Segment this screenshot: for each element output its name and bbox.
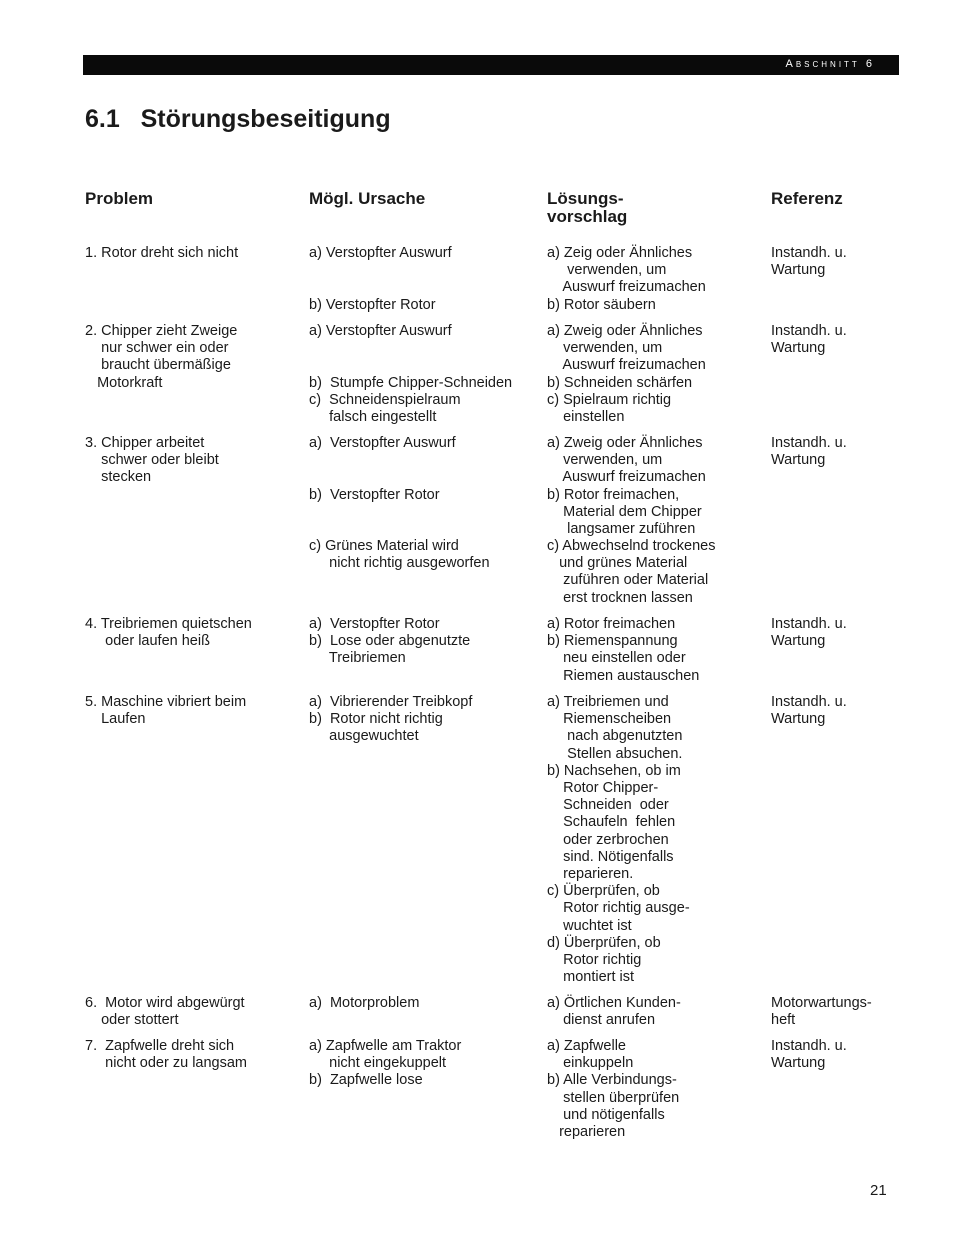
reference-cell: Instandh. u. Wartung xyxy=(771,1038,847,1072)
column-header-problem: Problem xyxy=(85,189,154,208)
solution-cell: b) Rotor säubern xyxy=(547,297,656,313)
solution-cell: a) Örtlichen Kunden- dienst anrufen xyxy=(547,995,681,1029)
reference-cell: Instandh. u. Wartung xyxy=(771,616,847,650)
solution-cell: a) Rotor freimachen b) Riemenspannung neu einstellen oder Riemen austauschen xyxy=(547,616,700,684)
cause-cell: b) Verstopfter Rotor xyxy=(309,297,436,313)
reference-cell: Motorwartungs- heft xyxy=(771,995,872,1029)
problem-cell: 3. Chipper arbeitet schwer oder bleibt stecken xyxy=(85,435,219,486)
cause-cell: c) Grünes Material wird nicht richtig ausgeworfen xyxy=(309,538,490,572)
solution-cell: b) Schneiden schärfen c) Spielraum richtig einstellen xyxy=(547,375,693,426)
cause-cell: b) Stumpfe Chipper-Schneiden c) Schneidenspielraum falsch eingestellt xyxy=(309,375,513,426)
page-number: 21 xyxy=(870,1182,887,1199)
page-title: 6.1 Störungsbeseitigung xyxy=(85,105,391,133)
solution-cell: a) Treibriemen und Riemenscheiben nach abgenutzten Stellen absuchen. b) Nachsehen, ob im Rotor Chipper- Schneiden oder Schaufeln fehlen oder zerbrochen sind. Nötigenfalls reparieren. c) Überprüfen, ob Rotor richtig ausge- wuchtet ist d) Überprüfen, ob Rotor richtig montiert ist xyxy=(547,694,690,986)
reference-cell: Instandh. u. Wartung xyxy=(771,245,847,279)
problem-cell: 7. Zapfwelle dreht sich nicht oder zu langsam xyxy=(85,1038,247,1072)
cause-cell: a) Motorproblem xyxy=(309,995,420,1011)
problem-cell: 2. Chipper zieht Zweige nur schwer ein oder braucht übermäßige Motorkraft xyxy=(85,323,238,391)
cause-cell: b) Verstopfter Rotor xyxy=(309,487,440,503)
cause-cell: a) Vibrierender Treibkopf b) Rotor nicht richtig ausgewuchtet xyxy=(309,694,473,745)
solution-cell: a) Zweig oder Ähnliches verwenden, um Auswurf freizumachen xyxy=(547,435,706,486)
solution-cell: c) Abwechselnd trockenes und grünes Material zuführen oder Material erst trocknen lassen xyxy=(547,538,716,606)
cause-cell: a) Verstopfter Rotor b) Lose oder abgenutzte Treibriemen xyxy=(309,616,471,667)
cause-cell: a) Verstopfter Auswurf xyxy=(309,435,456,451)
problem-cell: 6. Motor wird abgewürgt oder stottert xyxy=(85,995,245,1029)
reference-cell: Instandh. u. Wartung xyxy=(771,694,847,728)
column-header-cause: Mögl. Ursache xyxy=(309,189,426,208)
reference-cell: Instandh. u. Wartung xyxy=(771,435,847,469)
cause-cell: a) Verstopfter Auswurf xyxy=(309,323,452,339)
cause-cell: a) Verstopfter Auswurf xyxy=(309,245,452,261)
cause-cell: a) Zapfwelle am Traktor nicht eingekuppelt b) Zapfwelle lose xyxy=(309,1038,462,1089)
problem-cell: 1. Rotor dreht sich nicht xyxy=(85,245,239,261)
column-header-solution: Lösungs- vorschlag xyxy=(547,189,628,226)
reference-cell: Instandh. u. Wartung xyxy=(771,323,847,357)
section-label: Abschnitt 6 xyxy=(785,58,875,70)
problem-cell: 4. Treibriemen quietschen oder laufen heiß xyxy=(85,616,252,650)
solution-cell: a) Zeig oder Ähnliches verwenden, um Auswurf freizumachen xyxy=(547,245,706,296)
column-header-reference: Referenz xyxy=(771,189,843,208)
solution-cell: a) Zweig oder Ähnliches verwenden, um Auswurf freizumachen xyxy=(547,323,706,374)
solution-cell: a) Zapfwelle einkuppeln b) Alle Verbindungs- stellen überprüfen und nötigenfalls reparieren xyxy=(547,1038,680,1141)
problem-cell: 5. Maschine vibriert beim Laufen xyxy=(85,694,247,728)
section-header-bar xyxy=(83,55,899,75)
solution-cell: b) Rotor freimachen, Material dem Chipper langsamer zuführen xyxy=(547,487,702,538)
